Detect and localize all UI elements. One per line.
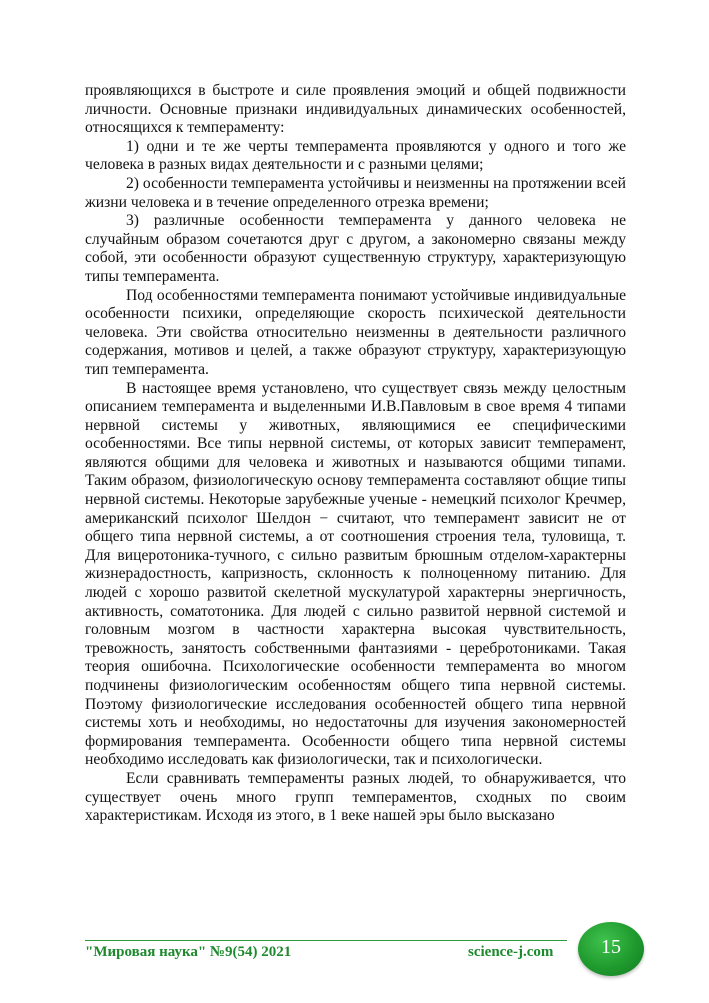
page-number-badge [578,922,644,976]
paragraph-3: 2) особенности темперамента устойчивы и неизменны на протяжении всей жизни человека и в течение определенного отрезка времени; [85,174,626,211]
paragraph-7: Если сравнивать темпераменты разных людей, то обнаруживается, что существует очень много групп темпераментов, сходных по своим характеристикам. Исходя из этого, в 1 веке нашей эры было высказано [85,769,626,825]
paragraph-5: Под особенностями темперамента понимают устойчивые индивидуальные особенности психики, определяющие скорость психической деятельности человека. Эти свойства относительно неизменны в деятельности различного содержания, мотивов и целей, а также образуют структуру, характеризующую тип темперамента. [85,286,626,378]
footer-site-link[interactable]: science-j.com [468,944,554,960]
paragraph-2: 1) одни и те же черты темперамента проявляются у одного и того же человека в разных видах деятельности и с разными целями; [85,137,626,174]
article-body [85,82,626,826]
page-number: 15 [601,936,621,958]
footer-divider [85,940,567,941]
paragraph-4: 3) различные особенности темперамента у данного человека не случайным образом сочетаются друг с другом, а закономерно связаны между собой, эти особенности образуют существенную структуру, характеризующую типы темперамента. [85,212,626,285]
paragraph-6: В настоящее время установлено, что существует связь между целостным описанием темперамента и выделенными И.В.Павловым в свое время 4 типами нервной системы у животных, являющимися ее специфическими особенностями. Все типы нервной системы, от которых зависит темперамент, являются общими для человека и животных и называются общими типами. Таким образом, физиологическую основу темперамента составляют общие типы нервной системы. Некоторые зарубежные ученые - немецкий психолог Кречмер, американский психолог Шелдон − считают, что темперамент зависит не от общего типа нервной системы, а от соотношения строения тела, туловища, т. Для вицеротоника-тучного, с сильно развитым брюшным отделом-характерны жизнерадостность, капризность, склонность к полноценному питанию. Для людей с хорошо развитой скелетной мускулатурой характерны энергичность, активность, соматотоника. Для людей с сильно развитой нервной системой и головным мозгом в частности характерна высокая чувствительность, тревожность, занятость собственными фантазиями - церебротониками. Такая теория ошибочна. Психологические особенности темперамента во многом подчинены физиологическим особенностям общего типа нервной системы. Поэтому физиологические исследования особенностей общего типа нервной системы хоть и необходимы, но недостаточны для изучения закономерностей формирования темперамента. Особенности общего типа нервной системы необходимо исследовать как физиологически, так и психологически. [85,379,626,769]
footer-journal-title: "Мировая наука" №9(54) 2021 [85,944,292,960]
paragraph-1: проявляющихся в быстроте и силе проявления эмоций и общей подвижности личности. Основные признаки индивидуальных динамических особенностей, относящихся к темпераменту: [85,82,626,137]
